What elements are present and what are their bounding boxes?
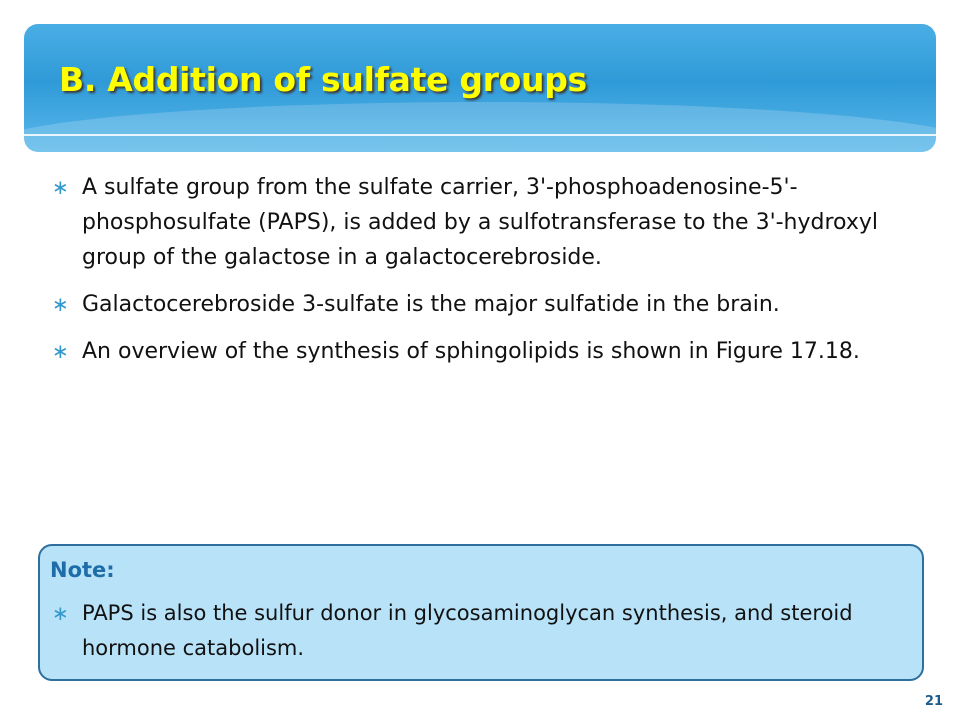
asterisk-bullet-icon: ∗: [52, 601, 69, 625]
bullet-item: [50, 287, 920, 322]
asterisk-bullet-icon: ∗: [52, 292, 69, 316]
note-list: [50, 596, 920, 666]
title-bar-swoosh: [24, 102, 936, 152]
bullet-text: An overview of the synthesis of sphingolipids is shown in Figure 17.18.: [82, 339, 860, 364]
bullet-text: A sulfate group from the sulfate carrier, 3'-phosphoadenosine-5'-phosphosulfate (PAPS), is added by a sulfotransferase to the 3'-hydroxyl group of the galactose in a galactocerebroside.: [82, 175, 878, 270]
asterisk-bullet-icon: ∗: [52, 175, 69, 199]
title-bar-divider: [24, 134, 936, 136]
page-number: 21: [924, 694, 943, 709]
bullet-item: [50, 170, 920, 275]
asterisk-bullet-icon: ∗: [52, 339, 69, 363]
note-item: [50, 596, 920, 666]
note-label: Note:: [50, 558, 115, 582]
note-box: [38, 544, 924, 681]
slide-title: B. Addition of sulfate groups: [59, 60, 587, 99]
title-bar: [24, 24, 936, 152]
note-text: PAPS is also the sulfur donor in glycosaminoglycan synthesis, and steroid hormone catabolism.: [82, 601, 853, 660]
bullet-item: [50, 334, 920, 369]
bullet-text: Galactocerebroside 3-sulfate is the major sulfatide in the brain.: [82, 292, 780, 317]
bullet-list: [50, 170, 920, 381]
